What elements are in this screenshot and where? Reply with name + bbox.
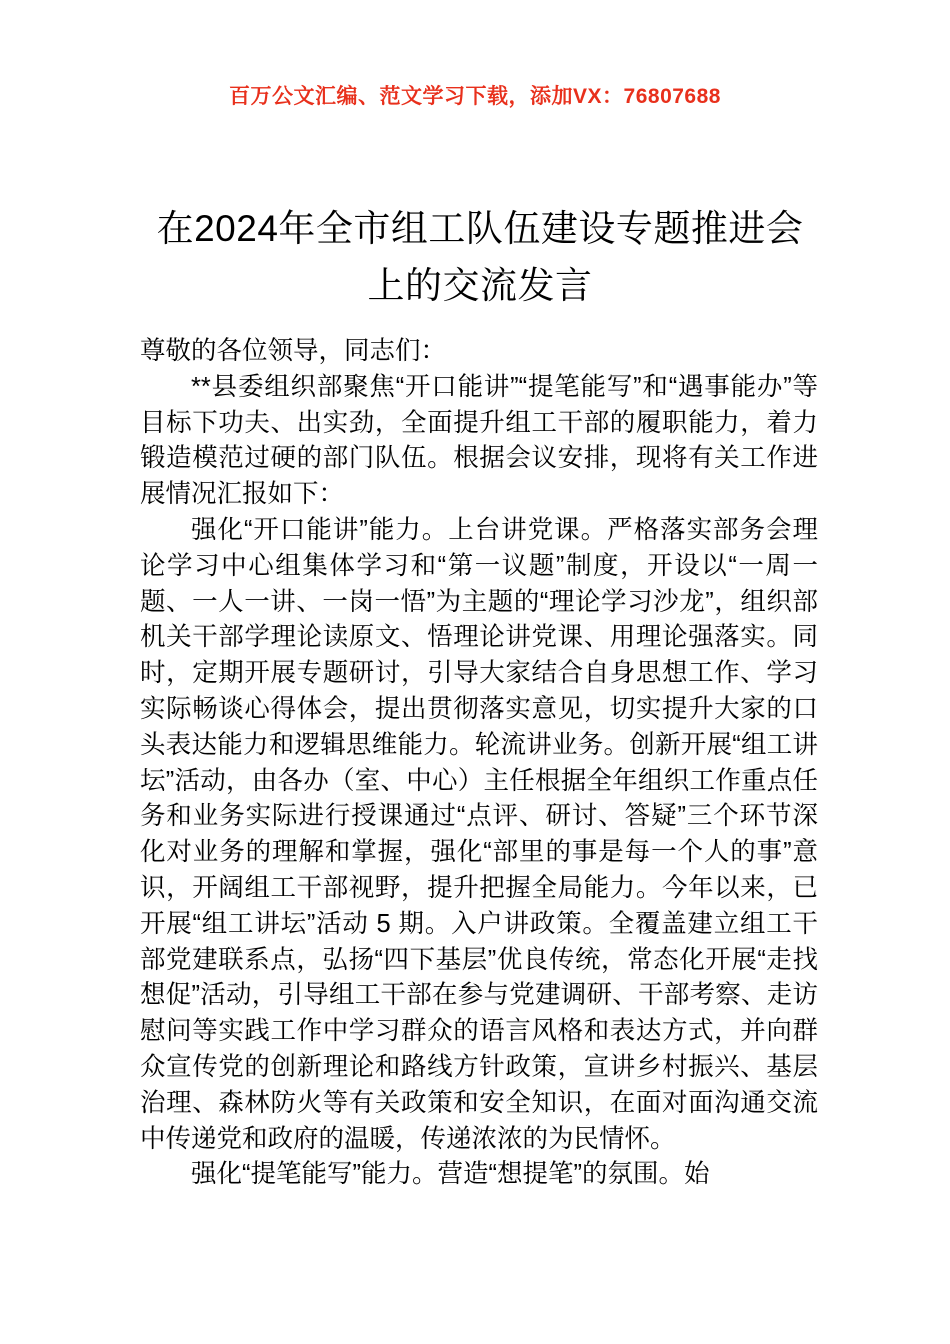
body-paragraph-1: **县委组织部聚焦“开口能讲”“提笔能写”和“遇事能办”等目标下功夫、出实劲，全面提升组工干部的履职能力，着力锻造模范过硬的部门队伍。根据会议安排，现将有关工作进展情况汇报如下： — [140, 372, 818, 509]
promo-banner: 百万公文汇编、范文学习下载，添加VX：76807688 — [229, 85, 721, 108]
body-paragraph-3: 强化“提笔能写”能力。营造“想提笔”的氛围。始 — [191, 1160, 710, 1189]
salutation: 尊敬的各位领导，同志们： — [140, 337, 447, 365]
body-paragraph-2: 强化“开口能讲”能力。上台讲党课。严格落实部务会理论学习中心组集体学习和“第一议题”制度，开设以“一周一题、一人一讲、一岗一悟”为主题的“理论学习沙龙”，组织部机关干部学理论读原文、悟理论讲党课、用理论强落实。同时，定期开展专题研讨，引导大家结合自身思想工作、学习实际畅谈心得体会，提出贯彻落实意见，切实提升大家的口头表达能力和逻辑思维能力。轮流讲业务。创新开展“组工讲坛”活动，由各办（室、中心）主任根据全年组织工作重点任务和业务实际进行授课通过“点评、研讨、答疑”三个环节深化对业务的理解和掌握，强化“部里的事是每一个人的事”意识，开阔组工干部视野，提升把握全局能力。今年以来，已开展“组工讲坛”活动 5 期。入户讲政策。全覆盖建立组工干部党建联系点，弘扬“四下基层”优良传统，常态化开展“走找想促”活动，引导组工干部在参与党建调研、干部考察、走访慰问等实践工作中学习群众的语言风格和表达方式，并向群众宣传党的创新理论和路线方针政策，宣讲乡村振兴、基层治理、森林防火等有关政策和安全知识，在面对面沟通交流中传递党和政府的温暖，传递浓浓的为民情怀。 — [140, 515, 818, 1153]
document-body — [140, 334, 818, 1193]
page-title: 在2024年全市组工队伍建设专题推进会上的交流发言 — [156, 207, 804, 307]
